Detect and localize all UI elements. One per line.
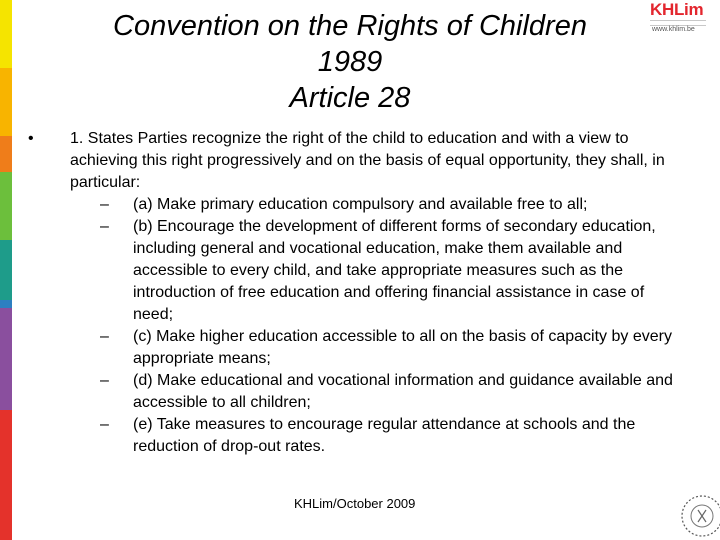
list-item-text: (c) Make higher education accessible to all on the basis of capacity by every appropriate means; xyxy=(133,328,672,367)
list-item-text: (e) Take measures to encourage regular attendance at schools and the reduction of drop-out rates. xyxy=(133,416,636,455)
sub-list xyxy=(28,194,688,458)
stripe-red xyxy=(0,410,12,540)
logo-url: www.khlim.be xyxy=(652,26,695,33)
stripe-teal xyxy=(0,240,12,308)
associate-seal-icon xyxy=(676,488,720,540)
khlim-logo xyxy=(646,0,708,44)
slide-title xyxy=(40,8,660,116)
logo-wordmark: KHLim xyxy=(650,0,704,19)
stripe-blue xyxy=(0,300,12,308)
slide-body xyxy=(28,128,688,458)
stripe-green xyxy=(0,172,12,240)
title-line-3: Article 28 xyxy=(289,82,411,114)
stripe-orange xyxy=(0,136,12,172)
list-item-text: (a) Make primary education compulsory and available free to all; xyxy=(133,196,588,213)
footer-text: KHLim/October 2009 xyxy=(294,496,416,511)
dash-marker: – xyxy=(100,416,109,433)
list-item xyxy=(70,370,688,414)
list-item xyxy=(70,326,688,370)
bullet-paragraph xyxy=(28,128,688,194)
paragraph-text: 1. States Parties recognize the right of the child to education and with a view to achieving this right progressively and on the basis of equal opportunity, they shall, in particular: xyxy=(70,130,665,191)
list-item-text: (d) Make educational and vocational information and guidance available and accessible to all children; xyxy=(133,372,673,411)
title-line-2: 1989 xyxy=(317,46,383,78)
list-item xyxy=(70,414,688,458)
dash-marker: – xyxy=(100,328,109,345)
dash-marker: – xyxy=(100,218,109,235)
stripe-yellow xyxy=(0,0,12,68)
bullet-marker: • xyxy=(28,130,34,147)
list-item-text: (b) Encourage the development of different forms of secondary education, including general and vocational education, make them available and accessible to every child, and take appropriate measures such as the introduction of free education and offering financial assistance in case of need; xyxy=(133,218,656,323)
dash-marker: – xyxy=(100,196,109,213)
title-line-1: Convention on the Rights of Children xyxy=(113,10,587,42)
dash-marker: – xyxy=(100,372,109,389)
stripe-gold xyxy=(0,68,12,136)
list-item xyxy=(70,194,688,216)
stripe-purple xyxy=(0,308,12,410)
list-item xyxy=(70,216,688,326)
